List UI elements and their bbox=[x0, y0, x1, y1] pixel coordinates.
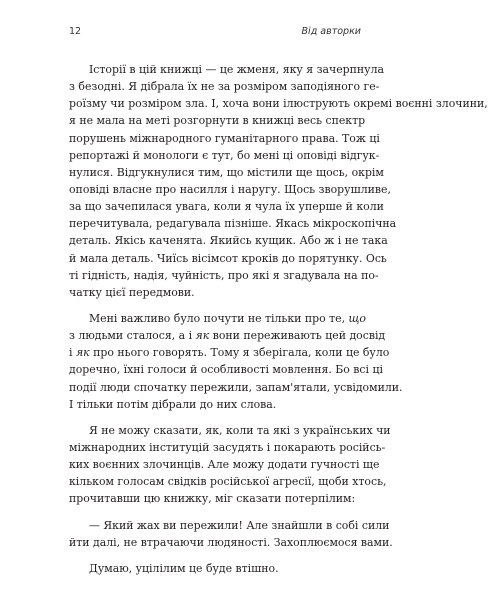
paragraph bbox=[69, 310, 403, 413]
text-line: І тільки потім дібрали до них слова. bbox=[69, 397, 277, 411]
text-line: деталь. Якісь каченята. Якийсь кущик. Або ж і не така bbox=[69, 234, 388, 248]
text-line: Я не можу сказати, як, коли та які з українських чи bbox=[89, 423, 391, 437]
text-line: ких воєнних злочинців. Але можу додати гучності ще bbox=[69, 458, 380, 472]
text-line: оповіді власне про насилля і наругу. Щось зворушливе, bbox=[69, 182, 391, 196]
text-line: міжнародних інституцій засудять і покарають російсь- bbox=[69, 440, 386, 454]
text-line: Думаю, уцілілим це буде втішно. bbox=[89, 561, 279, 575]
text-line: — Який жах ви пережили! Але знайшли в собі сили bbox=[89, 518, 390, 532]
text-line: з безодні. Я дібрала їх не за розміром заподіяного ге- bbox=[69, 80, 380, 94]
text-line: чатку цієї передмови. bbox=[69, 285, 195, 299]
text-line: я не мала на меті розгорнути в книжці весь спектр bbox=[69, 114, 366, 128]
text-line: Історії в цій книжці — це жменя, яку я зачерпнула bbox=[89, 63, 384, 76]
text-line: йти далі, не втрачаючи людяності. Захоплюємося вами. bbox=[69, 535, 393, 549]
paragraph bbox=[69, 560, 361, 577]
text-line: перечитувала, редагувала пізніше. Якась мікроскопічна bbox=[69, 217, 397, 231]
paragraph bbox=[69, 422, 391, 508]
text-line: і як про нього говорять. Тому я зберігала, коли це було bbox=[69, 346, 390, 360]
text-line: репортажі й монологи є тут, бо мені ці оповіді відгук- bbox=[69, 148, 380, 162]
section-title: Від авторки bbox=[301, 26, 361, 37]
text-line: й мала деталь. Чиїсь вісімсот кроків до порятунку. Ось bbox=[69, 251, 387, 265]
text-line: за що зачепилася увага, коли я чула їх уперше й коли bbox=[69, 200, 384, 214]
text-line: доречно, їхні голоси й особливості мовлення. Бо всі ці bbox=[69, 363, 383, 377]
text-line: порушень міжнародного гуманітарного права. Тож ці bbox=[69, 131, 380, 145]
text-line: події люди спочатку пережили, запам'ятали, усвідомили. bbox=[69, 380, 403, 394]
text-line: з людьми сталося, а і як вони переживають цей досвід bbox=[69, 329, 386, 343]
text-line: кільком голосам свідків російської агресії, щоби хтось, bbox=[69, 475, 387, 489]
text-line: Мені важливо було почути не тільки про те, що bbox=[89, 311, 366, 325]
text-line: роїзму чи розміром зла. І, хоча вони ілюструють окремі воєнні злочини, bbox=[69, 97, 488, 111]
text-line: ті гідність, надія, чуйність, про які я згадувала на по- bbox=[69, 268, 379, 282]
page-number: 12 bbox=[69, 26, 82, 37]
text-line: прочитавши цю книжку, міг сказати потерпілим: bbox=[69, 492, 356, 506]
paragraph bbox=[69, 517, 393, 551]
paragraph bbox=[69, 61, 488, 301]
body-text bbox=[69, 61, 488, 577]
text-line: нулися. Відгукнулися тим, що містили ще щось, окрім bbox=[69, 165, 384, 179]
running-head bbox=[69, 26, 361, 40]
